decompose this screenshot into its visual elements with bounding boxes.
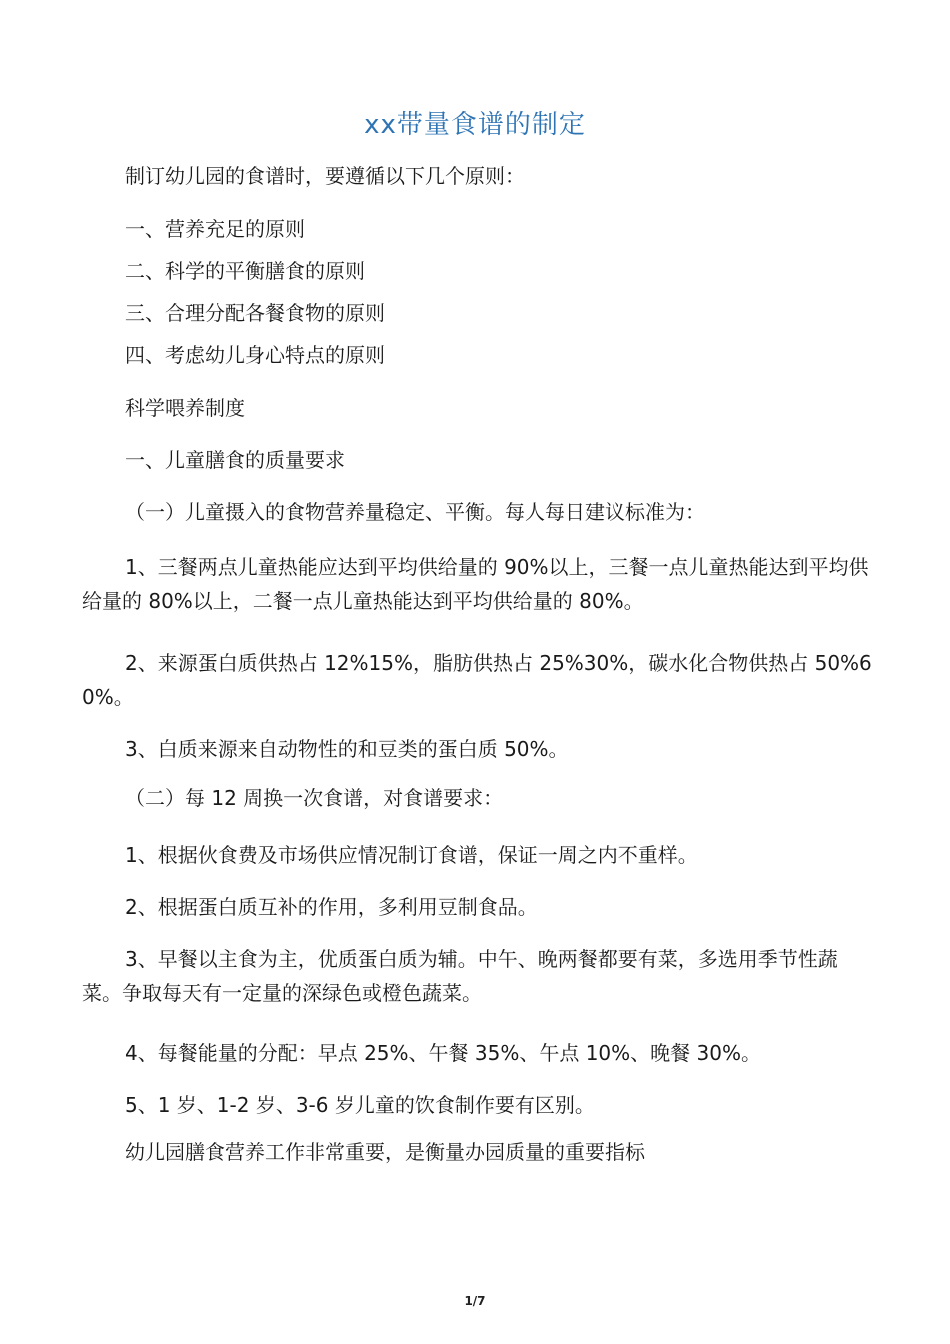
subheading: 一、儿童膳食的质量要求 bbox=[125, 448, 345, 472]
requirement-item: 4、每餐能量的分配：早点 25%、午餐 35%、午点 10%、晚餐 30%。 bbox=[125, 1041, 761, 1065]
document-title: xx带量食谱的制定 bbox=[364, 110, 586, 140]
requirement-item: 1、三餐两点儿童热能应达到平均供给量的 90%以上，三餐一点儿童热能达到平均供给量的 80%以上，二餐一点儿童热能达到平均供给量的 80%。 bbox=[82, 555, 869, 613]
requirement-item: 2、来源蛋白质供热占 12%15%，脂肪供热占 25%30%，碳水化合物供热占 50%60%。 bbox=[82, 651, 872, 709]
closing-text: 幼儿园膳食营养工作非常重要，是衡量办园质量的重要指标 bbox=[125, 1140, 645, 1164]
subsection-heading: （一）儿童摄入的食物营养量稳定、平衡。每人每日建议标准为： bbox=[125, 500, 705, 524]
requirement-item: 2、根据蛋白质互补的作用，多利用豆制食品。 bbox=[125, 895, 538, 919]
requirement-item: 1、根据伙食费及市场供应情况制订食谱，保证一周之内不重样。 bbox=[125, 843, 698, 867]
principle-item: 一、营养充足的原则 bbox=[125, 217, 305, 241]
section-heading: 科学喂养制度 bbox=[125, 396, 245, 420]
subsection-heading: （二）每 12 周换一次食谱，对食谱要求： bbox=[125, 786, 504, 810]
requirement-item: 3、早餐以主食为主，优质蛋白质为辅。中午、晚两餐都要有菜，多选用季节性蔬菜。争取每天有一定量的深绿色或橙色蔬菜。 bbox=[82, 947, 838, 1005]
intro-text: 制订幼儿园的食谱时，要遵循以下几个原则： bbox=[125, 164, 525, 188]
requirement-item: 5、1 岁、1-2 岁、3-6 岁儿童的饮食制作要有区别。 bbox=[125, 1093, 595, 1117]
page-number: 1/7 bbox=[464, 1294, 486, 1308]
principle-item: 三、合理分配各餐食物的原则 bbox=[125, 301, 385, 325]
requirement-item: 3、白质来源来自动物性的和豆类的蛋白质 50%。 bbox=[125, 737, 569, 761]
principle-item: 四、考虑幼儿身心特点的原则 bbox=[125, 343, 385, 367]
principle-item: 二、科学的平衡膳食的原则 bbox=[125, 259, 365, 283]
